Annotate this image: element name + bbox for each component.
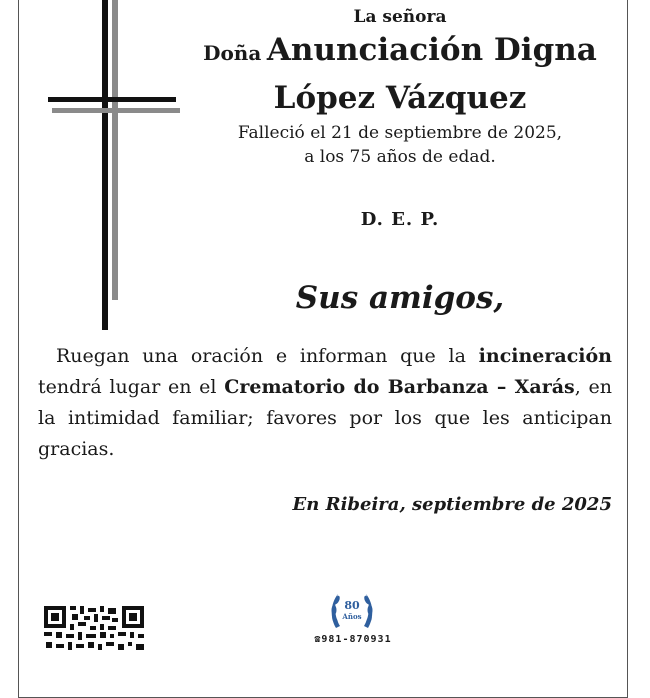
name-prefix: Doña xyxy=(203,41,262,65)
body-part3: , en la intimidad familiar; favores por los que les anticipan gracias. xyxy=(38,376,612,460)
cross-horizontal-dark xyxy=(48,97,176,102)
notice-heading: La señora xyxy=(353,7,447,27)
cross-icon xyxy=(46,0,178,335)
from-text: Sus amigos, xyxy=(295,280,505,316)
death-age: a los 75 años de edad. xyxy=(304,147,496,167)
body-part2: tendrá lugar en el xyxy=(38,376,225,398)
body-bold-crematorium: Crematorio do Barbanza – Xarás xyxy=(224,376,575,398)
anniversary-logo-icon xyxy=(328,588,376,634)
place-date: En Ribeira, septiembre de 2025 xyxy=(292,494,612,515)
body-part1: Ruegan una oración e informan que la xyxy=(56,345,479,367)
rip-text: D. E. P. xyxy=(360,209,440,230)
notice-body xyxy=(38,341,612,465)
qr-code-icon xyxy=(44,606,146,650)
logo-number: 80 xyxy=(344,599,360,612)
cross-vertical-dark xyxy=(102,0,108,330)
death-info xyxy=(180,121,620,169)
name-first: Anunciación Digna xyxy=(266,32,597,68)
deceased-name-line2: López Vázquez xyxy=(273,80,527,116)
logo-text: Años xyxy=(342,612,362,621)
cross-horizontal-light xyxy=(52,108,180,113)
phone-number: ☎981-870931 xyxy=(314,634,392,645)
body-bold-incineration: incineración xyxy=(478,345,612,367)
deceased-name-line1 xyxy=(180,32,620,68)
cross-vertical-light xyxy=(112,0,118,300)
death-date: Falleció el 21 de septiembre de 2025, xyxy=(237,123,563,143)
